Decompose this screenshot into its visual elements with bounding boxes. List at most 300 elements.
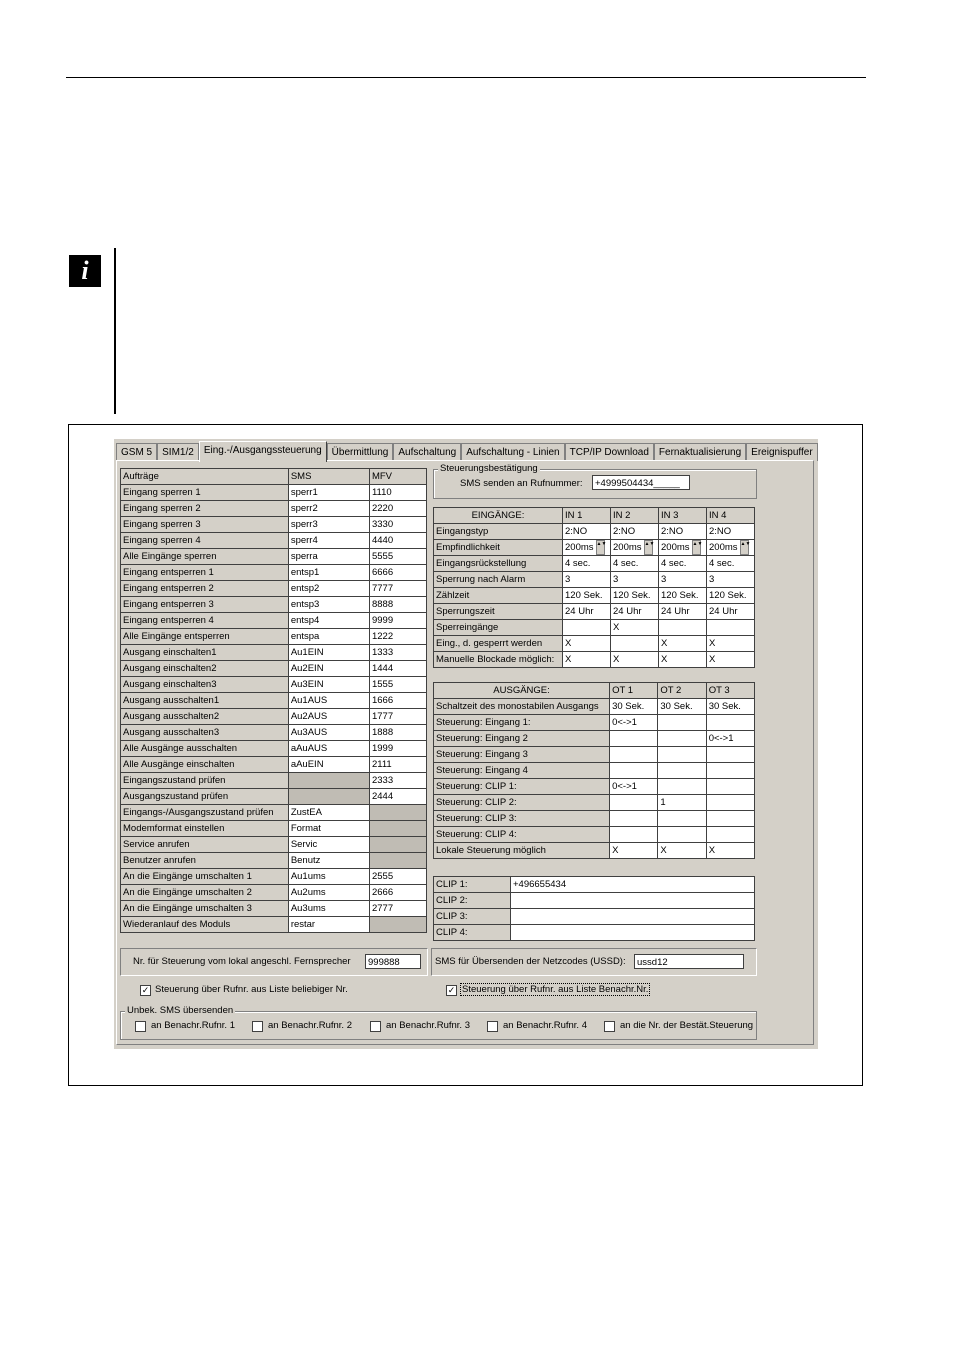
table-row [121, 533, 427, 549]
input-param-cell[interactable] [563, 540, 611, 556]
table-row [434, 925, 755, 941]
input-param-cell[interactable] [563, 588, 611, 604]
cell-value: 4 sec. [661, 558, 687, 570]
tab-item[interactable]: Aufschaltung - Linien [461, 443, 564, 461]
input-param-label [434, 524, 563, 540]
output-param-cell[interactable]: 30 Sek. [610, 699, 658, 715]
order-mfv-cell[interactable] [369, 821, 426, 837]
order-sms-cell[interactable]: sperr3 [288, 517, 369, 533]
output-param-label: Steuerung: Eingang 1: [434, 715, 610, 731]
cell-value: 120 Sek. [661, 590, 699, 602]
unknown-sms-option-label: an Benachr.Rufnr. 2 [268, 1020, 352, 1031]
cell-value: 120 Sek. [613, 590, 651, 602]
output-param-cell[interactable] [658, 715, 706, 731]
output-param-cell[interactable] [610, 763, 658, 779]
cell-value: X [661, 654, 668, 666]
order-name-cell: Service anrufen [121, 837, 289, 853]
table-row [434, 620, 755, 636]
clip-label: CLIP 3: [434, 909, 511, 925]
unknown-sms-option-checkbox[interactable] [487, 1021, 498, 1032]
order-name-cell: Eingang entsperren 2 [121, 581, 289, 597]
inputs-header-cell: IN 1 [563, 508, 611, 524]
input-param-cell[interactable] [707, 572, 755, 588]
spinner-arrows-icon[interactable]: ▲▼ [596, 540, 605, 555]
order-mfv-cell[interactable]: 1777 [369, 709, 426, 725]
order-name-cell: An die Eingänge umschalten 2 [121, 885, 289, 901]
order-mfv-cell[interactable]: 3330 [369, 517, 426, 533]
order-sms-cell[interactable]: entsp4 [288, 613, 369, 629]
cell-value: 200ms [565, 542, 594, 554]
input-param-cell[interactable] [707, 540, 755, 556]
table-row [121, 613, 427, 629]
unknown-sms-option-label: an Benachr.Rufnr. 1 [151, 1020, 235, 1031]
input-param-cell[interactable] [563, 524, 611, 540]
table-row [121, 581, 427, 597]
inputs-header-cell: EINGÄNGE: [434, 508, 563, 524]
unknown-sms-option-checkbox[interactable] [252, 1021, 263, 1032]
tab-item[interactable]: TCP/IP Download [565, 443, 654, 461]
input-param-cell[interactable] [611, 540, 659, 556]
order-sms-cell[interactable]: Au3EIN [288, 677, 369, 693]
output-param-label: Steuerung: CLIP 3: [434, 811, 610, 827]
order-mfv-cell[interactable]: 2333 [369, 773, 426, 789]
order-sms-cell[interactable]: restar [288, 917, 369, 933]
table-row [121, 869, 427, 885]
order-name-cell: Alle Ausgänge ausschalten [121, 741, 289, 757]
order-sms-cell[interactable] [288, 789, 369, 805]
order-mfv-cell[interactable]: 8888 [369, 597, 426, 613]
table-row [121, 549, 427, 565]
inputs-header-cell: IN 4 [707, 508, 755, 524]
table-row [121, 757, 427, 773]
output-param-cell[interactable] [706, 763, 754, 779]
page-top-rule [66, 77, 866, 78]
table-row [434, 572, 755, 588]
table-row [121, 725, 427, 741]
tab-item[interactable]: Fernaktualisierung [654, 443, 746, 461]
tab-strip [116, 441, 818, 461]
order-name-cell: Eingang sperren 3 [121, 517, 289, 533]
output-param-cell[interactable]: 0<->1 [610, 779, 658, 795]
cell-value: 200ms [661, 542, 690, 554]
tab-item[interactable]: SIM1/2 [157, 443, 199, 461]
output-param-cell[interactable]: 30 Sek. [706, 699, 754, 715]
order-name-cell: Wiederanlauf des Moduls [121, 917, 289, 933]
output-param-cell[interactable]: X [658, 843, 706, 859]
input-param-label [434, 652, 563, 668]
notify-numbers-checkbox[interactable]: ✓ [447, 985, 456, 995]
table-row [434, 652, 755, 668]
order-sms-cell[interactable]: aAuEIN [288, 757, 369, 773]
clip-number-input[interactable] [511, 909, 755, 925]
output-param-cell[interactable]: X [610, 843, 658, 859]
output-param-cell[interactable] [610, 795, 658, 811]
order-sms-cell[interactable]: Au1AUS [288, 693, 369, 709]
output-param-label: Schaltzeit des monostabilen Ausgangs [434, 699, 610, 715]
outputs-header-cell: OT 2 [658, 683, 706, 699]
order-mfv-cell[interactable]: 1666 [369, 693, 426, 709]
cell-value: 4 sec. [709, 558, 735, 570]
clip-label: CLIP 1: [434, 877, 511, 893]
order-name-cell: Alle Eingänge sperren [121, 549, 289, 565]
cell-value: 3 [661, 574, 667, 586]
order-name-cell: Eingang sperren 2 [121, 501, 289, 517]
input-param-label [434, 588, 563, 604]
order-sms-cell[interactable]: ZustEA [288, 805, 369, 821]
order-sms-cell[interactable]: sperr1 [288, 485, 369, 501]
orders-table [120, 468, 427, 933]
input-param-label [434, 636, 563, 652]
cell-value: 3 [565, 574, 571, 586]
cell-value: Empfindlichkeit [436, 542, 500, 553]
cell-value: 2:NO [565, 526, 588, 537]
confirm-sms-label: SMS senden an Rufnummer: [460, 478, 583, 489]
input-param-cell[interactable] [707, 620, 755, 636]
cell-value: X [661, 638, 668, 650]
tab-item[interactable]: Übermittlung [327, 443, 394, 461]
unknown-sms-title: Unbek. SMS übersenden [127, 1005, 234, 1016]
input-param-cell[interactable] [563, 604, 611, 620]
order-name-cell: Alle Eingänge entsperren [121, 629, 289, 645]
cell-value: Eingangstyp [436, 526, 489, 537]
tab-item[interactable]: Aufschaltung [393, 443, 461, 461]
confirm-sms-number-input[interactable]: +4999504434_____ [592, 475, 690, 490]
table-row [121, 597, 427, 613]
output-param-cell[interactable] [610, 827, 658, 843]
input-param-label [434, 540, 563, 556]
cell-value: 2:NO [613, 526, 636, 537]
order-mfv-cell[interactable]: 1222 [369, 629, 426, 645]
order-sms-cell[interactable]: sperra [288, 549, 369, 565]
order-sms-cell[interactable]: Benutz [288, 853, 369, 869]
output-param-cell[interactable] [610, 747, 658, 763]
input-param-cell[interactable] [659, 540, 707, 556]
input-param-cell[interactable] [659, 572, 707, 588]
input-param-label [434, 604, 563, 620]
any-number-label: Steuerung über Rufnr. aus Liste beliebiger Nr. [155, 984, 348, 995]
table-row [434, 524, 755, 540]
table-row [121, 837, 427, 853]
output-param-cell[interactable]: 0<->1 [610, 715, 658, 731]
input-param-cell[interactable] [563, 620, 611, 636]
ussd-label: SMS für Übersenden der Netzcodes (USSD): [435, 956, 626, 967]
confirm-group-title: Steuerungsbestätigung [440, 463, 538, 474]
input-param-cell[interactable] [659, 524, 707, 540]
table-row [121, 709, 427, 725]
order-mfv-cell[interactable]: 2220 [369, 501, 426, 517]
output-param-cell[interactable]: 30 Sek. [658, 699, 706, 715]
table-row [434, 588, 755, 604]
table-row [434, 731, 755, 747]
output-param-label: Steuerung: Eingang 3 [434, 747, 610, 763]
table-row [121, 629, 427, 645]
cell-value: Eingangsrückstellung [436, 558, 527, 570]
output-param-label: Steuerung: CLIP 2: [434, 795, 610, 811]
table-row [434, 604, 755, 620]
clip-number-input[interactable] [511, 893, 755, 909]
cell-value: X [565, 638, 572, 650]
cell-value: X [709, 638, 716, 650]
order-mfv-cell[interactable]: 2111 [369, 757, 426, 773]
tab-item[interactable]: Eing.-/Ausgangssteuerung [199, 441, 327, 462]
order-sms-cell[interactable]: Au2AUS [288, 709, 369, 725]
input-param-cell[interactable] [611, 588, 659, 604]
order-name-cell: Eingangs-/Ausgangszustand prüfen [121, 805, 289, 821]
input-param-cell[interactable] [659, 604, 707, 620]
input-param-cell[interactable] [659, 636, 707, 652]
cell-value: X [709, 654, 716, 666]
order-sms-cell[interactable]: Au2EIN [288, 661, 369, 677]
input-param-cell[interactable] [611, 556, 659, 572]
table-row [121, 645, 427, 661]
cell-value: 4 sec. [565, 558, 591, 570]
order-mfv-cell[interactable]: 2777 [369, 901, 426, 917]
clip-label: CLIP 4: [434, 925, 511, 941]
spinner-arrows-icon[interactable]: ▲▼ [644, 540, 653, 555]
table-row [434, 827, 755, 843]
order-sms-cell[interactable]: Format [288, 821, 369, 837]
order-sms-cell[interactable]: entspa [288, 629, 369, 645]
order-mfv-cell[interactable]: 2555 [369, 869, 426, 885]
output-param-label: Steuerung: CLIP 4: [434, 827, 610, 843]
outputs-header-cell: AUSGÄNGE: [434, 683, 610, 699]
input-param-cell[interactable] [707, 556, 755, 572]
table-row [121, 693, 427, 709]
any-number-checkbox[interactable]: ✓ [141, 985, 150, 995]
unknown-sms-option-checkbox[interactable] [370, 1021, 381, 1032]
order-mfv-cell[interactable] [369, 837, 426, 853]
info-icon: i [69, 255, 101, 287]
output-param-cell[interactable] [706, 779, 754, 795]
output-param-label: Steuerung: Eingang 2 [434, 731, 610, 747]
order-mfv-cell[interactable]: 2444 [369, 789, 426, 805]
output-param-cell[interactable] [706, 827, 754, 843]
output-param-cell[interactable] [658, 731, 706, 747]
output-param-cell[interactable]: X [706, 843, 754, 859]
table-row [121, 885, 427, 901]
ussd-input[interactable]: ussd12 [634, 954, 744, 969]
input-param-cell[interactable] [563, 556, 611, 572]
spinner-arrows-icon[interactable]: ▲▼ [740, 540, 749, 555]
order-mfv-cell[interactable]: 9999 [369, 613, 426, 629]
table-row [434, 811, 755, 827]
output-param-label: Steuerung: CLIP 1: [434, 779, 610, 795]
table-row [434, 843, 755, 859]
input-param-cell[interactable] [563, 636, 611, 652]
order-mfv-cell[interactable] [369, 917, 426, 933]
outputs-header-cell: OT 1 [610, 683, 658, 699]
input-param-cell[interactable] [611, 604, 659, 620]
order-mfv-cell[interactable]: 1999 [369, 741, 426, 757]
input-param-cell[interactable] [707, 652, 755, 668]
table-row [434, 747, 755, 763]
output-param-cell[interactable]: 0<->1 [706, 731, 754, 747]
cell-value: Zählzeit [436, 590, 470, 602]
confirm-group [433, 463, 757, 499]
orders-header-cell: SMS [288, 469, 369, 485]
output-param-cell[interactable] [658, 811, 706, 827]
order-sms-cell[interactable]: Au2ums [288, 885, 369, 901]
table-row [121, 773, 427, 789]
cell-value: 4 sec. [613, 558, 639, 570]
clip-number-input[interactable] [511, 925, 755, 941]
input-param-cell[interactable] [659, 652, 707, 668]
cell-value: 24 Uhr [661, 606, 690, 618]
output-param-cell[interactable] [610, 731, 658, 747]
cell-value: 3 [709, 574, 715, 586]
tab-item[interactable]: Ereignispuffer [746, 443, 818, 461]
table-row [121, 741, 427, 757]
order-name-cell: Modemformat einstellen [121, 821, 289, 837]
input-param-cell[interactable] [659, 556, 707, 572]
output-param-cell[interactable] [610, 811, 658, 827]
order-name-cell: An die Eingänge umschalten 1 [121, 869, 289, 885]
cell-value: 24 Uhr [709, 606, 738, 618]
local-phone-label: Nr. für Steuerung vom lokal angeschl. Fernsprecher [133, 956, 351, 967]
output-param-cell[interactable] [706, 715, 754, 731]
order-sms-cell[interactable]: entsp1 [288, 565, 369, 581]
cell-value: 200ms [709, 542, 738, 554]
order-sms-cell[interactable]: Au1EIN [288, 645, 369, 661]
order-name-cell: An die Eingänge umschalten 3 [121, 901, 289, 917]
tab-panel [116, 460, 814, 1045]
clip-number-input[interactable]: +496655434 [511, 877, 755, 893]
order-sms-cell[interactable]: entsp3 [288, 597, 369, 613]
input-param-cell[interactable] [563, 652, 611, 668]
table-row [121, 501, 427, 517]
unknown-sms-option-checkbox[interactable] [604, 1021, 615, 1032]
order-mfv-cell[interactable]: 7777 [369, 581, 426, 597]
settings-window [114, 439, 818, 1049]
cell-value: Sperrung nach Alarm [436, 574, 526, 586]
input-param-cell[interactable] [611, 652, 659, 668]
order-sms-cell[interactable]: Servic [288, 837, 369, 853]
order-name-cell: Eingang entsperren 1 [121, 565, 289, 581]
cell-value: X [613, 622, 620, 634]
tab-item[interactable]: GSM 5 [116, 443, 157, 461]
order-name-cell: Alle Ausgänge einschalten [121, 757, 289, 773]
order-sms-cell[interactable] [288, 773, 369, 789]
input-param-cell[interactable] [707, 524, 755, 540]
cell-value: Manuelle Blockade möglich: [436, 654, 555, 666]
note-margin-line [114, 248, 116, 414]
table-row [434, 877, 755, 893]
unknown-sms-option-label: an Benachr.Rufnr. 4 [503, 1020, 587, 1031]
order-sms-cell[interactable]: Au1ums [288, 869, 369, 885]
table-row [121, 853, 427, 869]
output-param-label: Steuerung: Eingang 4 [434, 763, 610, 779]
input-param-cell[interactable] [707, 636, 755, 652]
order-mfv-cell[interactable] [369, 853, 426, 869]
order-sms-cell[interactable]: Au3ums [288, 901, 369, 917]
orders-header-cell: Aufträge [121, 469, 289, 485]
order-mfv-cell[interactable]: 2666 [369, 885, 426, 901]
table-row [434, 909, 755, 925]
input-param-cell[interactable] [611, 524, 659, 540]
order-sms-cell[interactable]: Au3AUS [288, 725, 369, 741]
table-row [434, 556, 755, 572]
cell-value: Sperreingänge [436, 622, 499, 634]
order-mfv-cell[interactable]: 4440 [369, 533, 426, 549]
order-name-cell: Eingangszustand prüfen [121, 773, 289, 789]
table-row [434, 715, 755, 731]
local-phone-input[interactable]: 999888 [365, 954, 421, 969]
input-param-cell[interactable] [611, 572, 659, 588]
order-name-cell: Ausgang einschalten3 [121, 677, 289, 693]
input-param-cell[interactable] [659, 620, 707, 636]
unknown-sms-group [120, 1005, 757, 1040]
order-name-cell: Eingang entsperren 4 [121, 613, 289, 629]
order-mfv-cell[interactable]: 6666 [369, 565, 426, 581]
input-param-cell[interactable] [611, 620, 659, 636]
orders-header-cell: MFV [369, 469, 426, 485]
output-param-cell[interactable] [658, 747, 706, 763]
input-param-cell[interactable] [611, 636, 659, 652]
table-row [434, 699, 755, 715]
output-param-cell[interactable] [658, 763, 706, 779]
order-mfv-cell[interactable]: 1333 [369, 645, 426, 661]
order-mfv-cell[interactable] [369, 805, 426, 821]
order-sms-cell[interactable]: sperr2 [288, 501, 369, 517]
table-row [121, 677, 427, 693]
input-param-cell[interactable] [563, 572, 611, 588]
order-sms-cell[interactable]: aAuAUS [288, 741, 369, 757]
output-param-cell[interactable] [706, 795, 754, 811]
order-mfv-cell[interactable]: 1444 [369, 661, 426, 677]
order-mfv-cell[interactable]: 1888 [369, 725, 426, 741]
outputs-header-cell: OT 3 [706, 683, 754, 699]
cell-value: 200ms [613, 542, 642, 554]
order-mfv-cell[interactable]: 1110 [369, 485, 426, 501]
cell-value: 24 Uhr [613, 606, 642, 618]
cell-value: 120 Sek. [565, 590, 603, 602]
spinner-arrows-icon[interactable]: ▲▼ [692, 540, 701, 555]
unknown-sms-option-checkbox[interactable] [135, 1021, 146, 1032]
output-param-cell[interactable] [658, 827, 706, 843]
order-name-cell: Ausgang ausschalten2 [121, 709, 289, 725]
table-row [121, 517, 427, 533]
order-mfv-cell[interactable]: 1555 [369, 677, 426, 693]
inputs-header-cell: IN 2 [611, 508, 659, 524]
input-param-cell[interactable] [659, 588, 707, 604]
input-param-cell[interactable] [707, 604, 755, 620]
table-row [121, 661, 427, 677]
output-param-cell[interactable] [706, 811, 754, 827]
order-sms-cell[interactable]: entsp2 [288, 581, 369, 597]
cell-value: 3 [613, 574, 619, 586]
table-row [434, 636, 755, 652]
unknown-sms-option-label: an Benachr.Rufnr. 3 [386, 1020, 470, 1031]
notify-numbers-label: Steuerung über Rufnr. aus Liste Benachr.Nr. [462, 984, 649, 995]
outputs-table [433, 682, 755, 859]
order-mfv-cell[interactable]: 5555 [369, 549, 426, 565]
table-row [121, 789, 427, 805]
order-name-cell: Eingang entsperren 3 [121, 597, 289, 613]
cell-value: X [613, 654, 620, 666]
output-param-cell[interactable] [706, 747, 754, 763]
table-row [434, 779, 755, 795]
input-param-cell[interactable] [707, 588, 755, 604]
clip-label: CLIP 2: [434, 893, 511, 909]
ussd-frame [431, 948, 757, 976]
order-sms-cell[interactable]: sperr4 [288, 533, 369, 549]
output-param-label: Lokale Steuerung möglich [434, 843, 610, 859]
order-name-cell: Ausgangszustand prüfen [121, 789, 289, 805]
output-param-cell[interactable]: 1 [658, 795, 706, 811]
inputs-table [433, 507, 755, 668]
cell-value: 2:NO [709, 526, 732, 537]
output-param-cell[interactable] [658, 779, 706, 795]
